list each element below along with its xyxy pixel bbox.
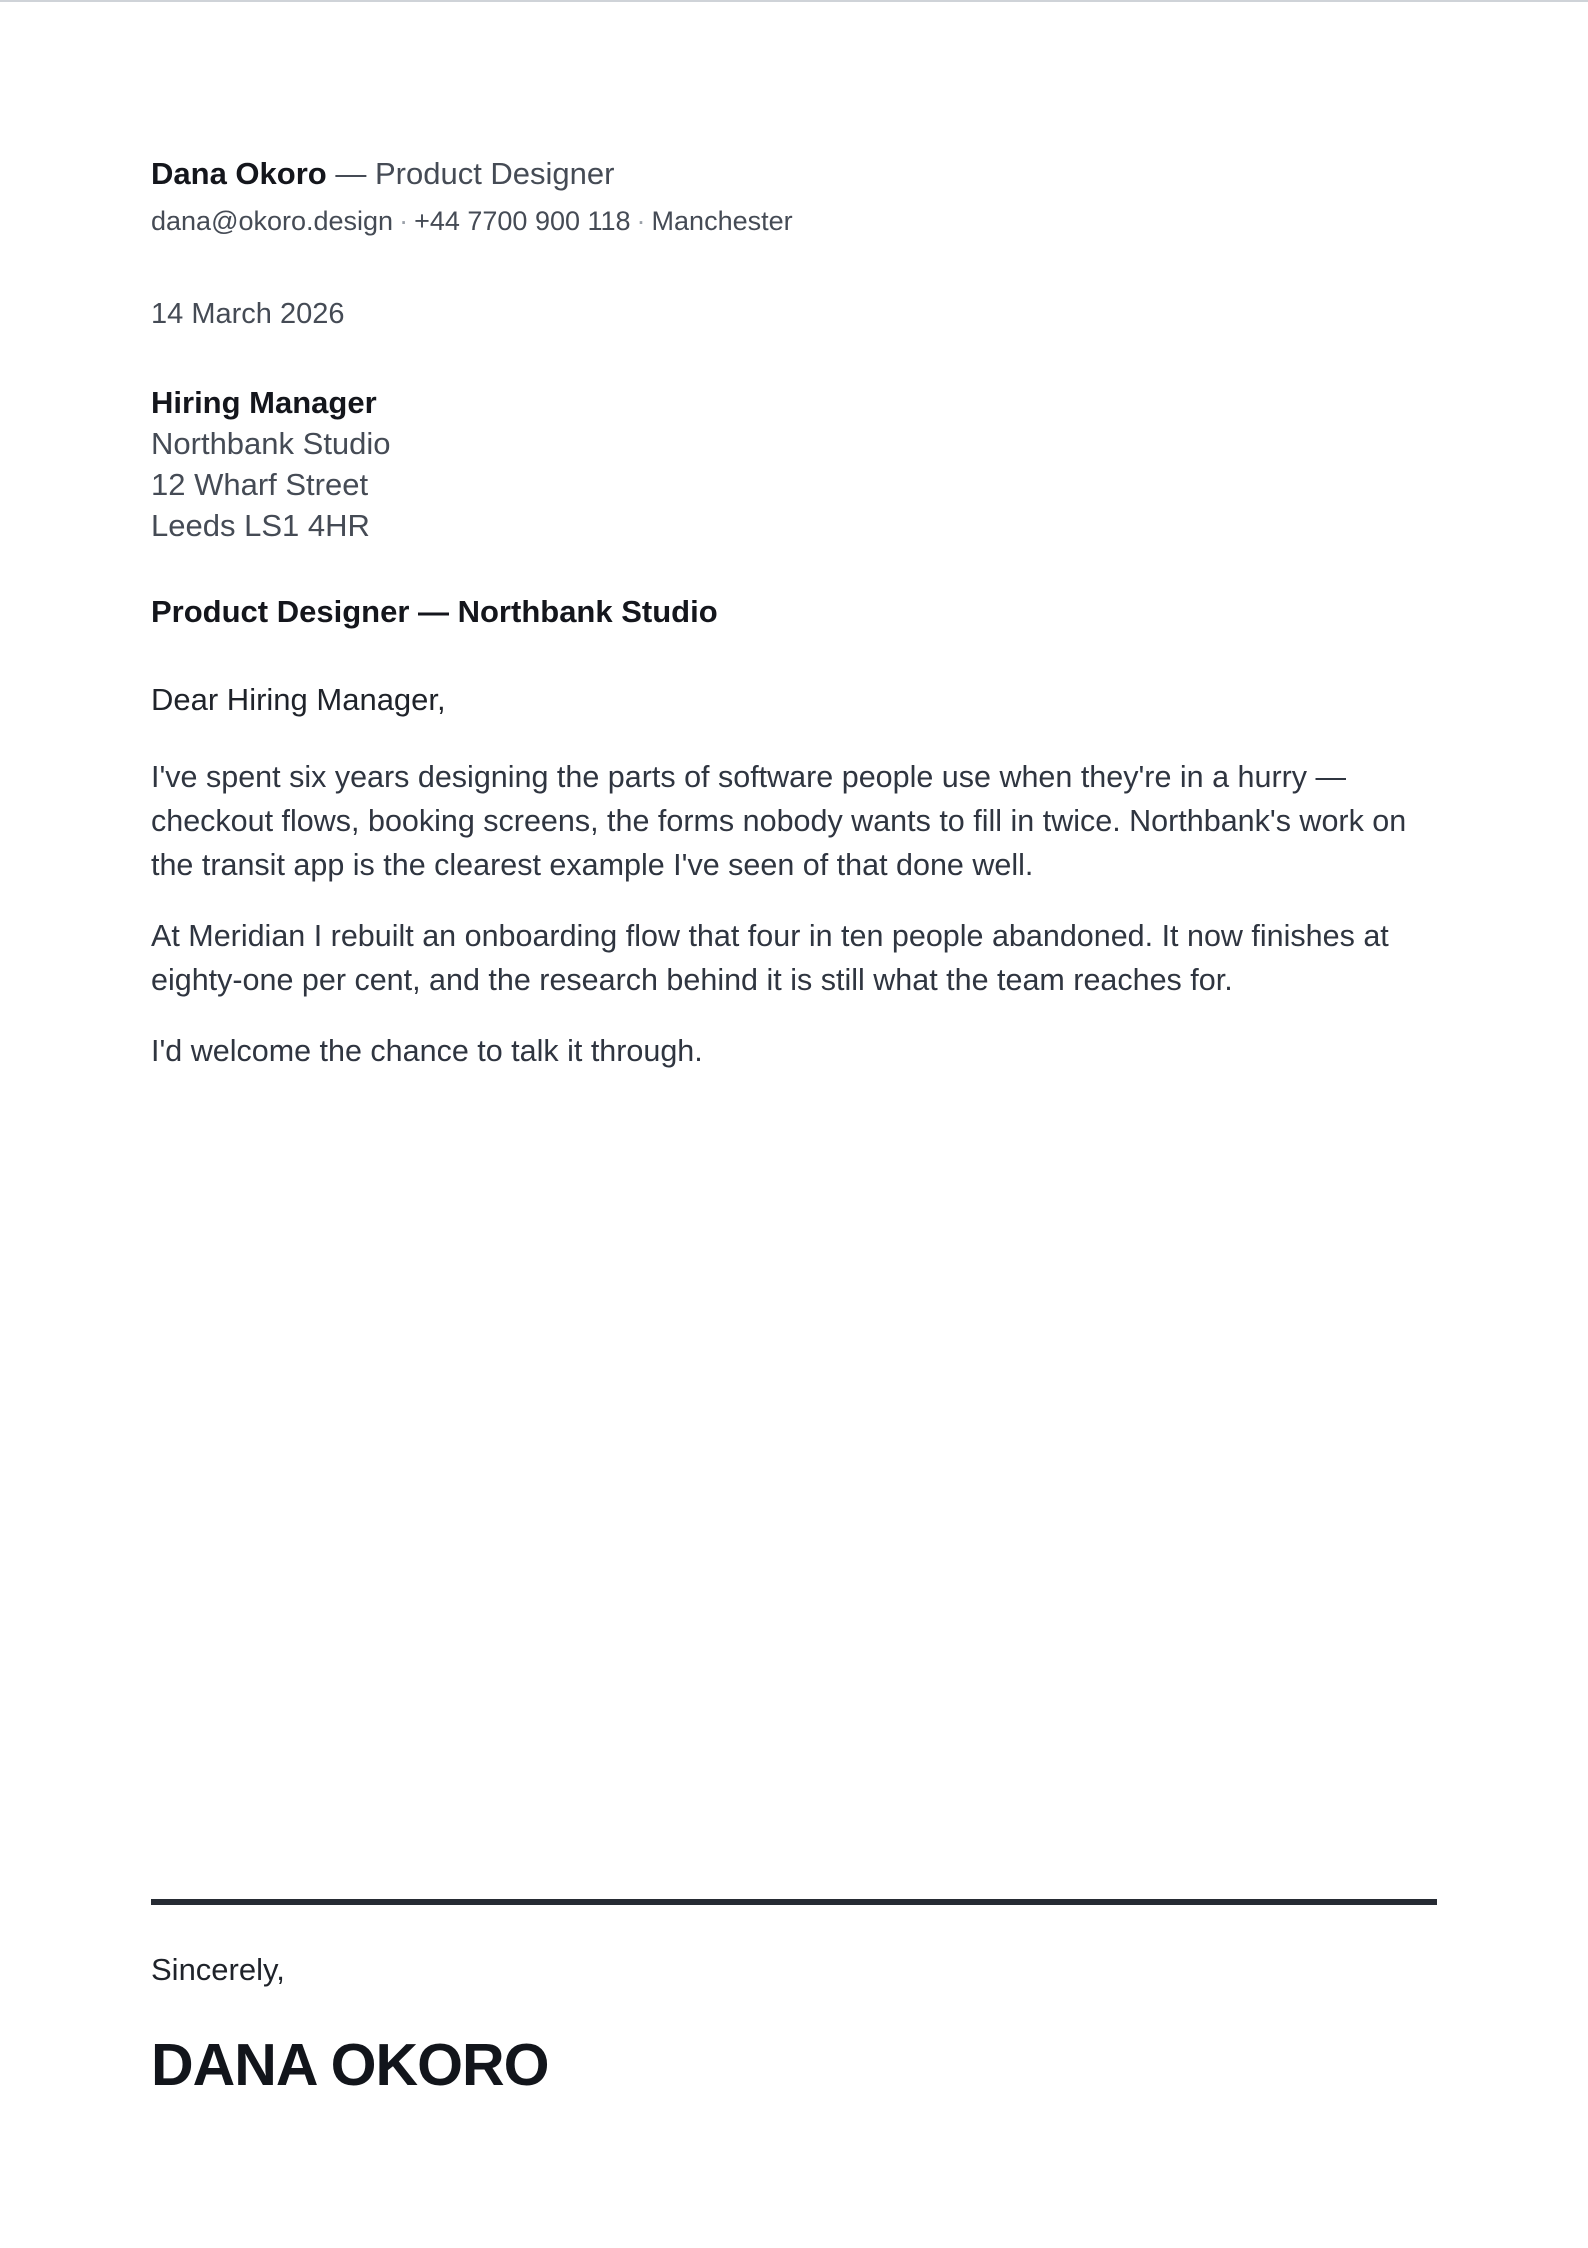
body-paragraph-2: At Meridian I rebuilt an onboarding flow that four in ten people abandoned. It now finishes at eighty-one per cent, and the research behind it is still what the team reaches for. bbox=[151, 919, 1389, 997]
sender-phone: +44 7700 900 118 bbox=[414, 206, 631, 236]
letter-date: 14 March 2026 bbox=[151, 298, 345, 330]
sender-separator: — bbox=[335, 156, 367, 191]
body-paragraph-1: I've spent six years designing the parts of software people use when they're in a hurry — checkout flows, booking screens, the forms nobody wants to fill in twice. Northbank's work on the transit app is the clearest example I've seen of that done well. bbox=[151, 760, 1407, 882]
sender-contact bbox=[151, 204, 793, 238]
contact-dot-2: · bbox=[636, 206, 646, 236]
closing-phrase: Sincerely, bbox=[151, 1952, 285, 1987]
salutation: Dear Hiring Manager, bbox=[151, 682, 446, 717]
sender-email: dana@okoro.design bbox=[151, 206, 394, 236]
body-paragraph-3: I'd welcome the chance to talk it through. bbox=[151, 1034, 703, 1068]
cover-letter-page bbox=[151, 0, 1437, 2248]
sender-name: Dana Okoro bbox=[151, 156, 327, 191]
recipient-company: Northbank Studio bbox=[151, 426, 391, 461]
contact-dot-1: · bbox=[399, 206, 409, 236]
recipient-address bbox=[151, 382, 391, 546]
letter-body bbox=[151, 755, 1441, 1100]
sender-role: Product Designer bbox=[374, 156, 615, 191]
sender-header bbox=[151, 154, 614, 194]
recipient-street: 12 Wharf Street bbox=[151, 467, 369, 502]
recipient-name: Hiring Manager bbox=[151, 385, 377, 420]
letter-subject: Product Designer — Northbank Studio bbox=[151, 594, 718, 629]
sender-location: Manchester bbox=[651, 206, 793, 236]
closing-divider bbox=[151, 1899, 1437, 1905]
recipient-city: Leeds LS1 4HR bbox=[151, 508, 370, 543]
signature-name: DANA OKORO bbox=[151, 2032, 549, 2098]
